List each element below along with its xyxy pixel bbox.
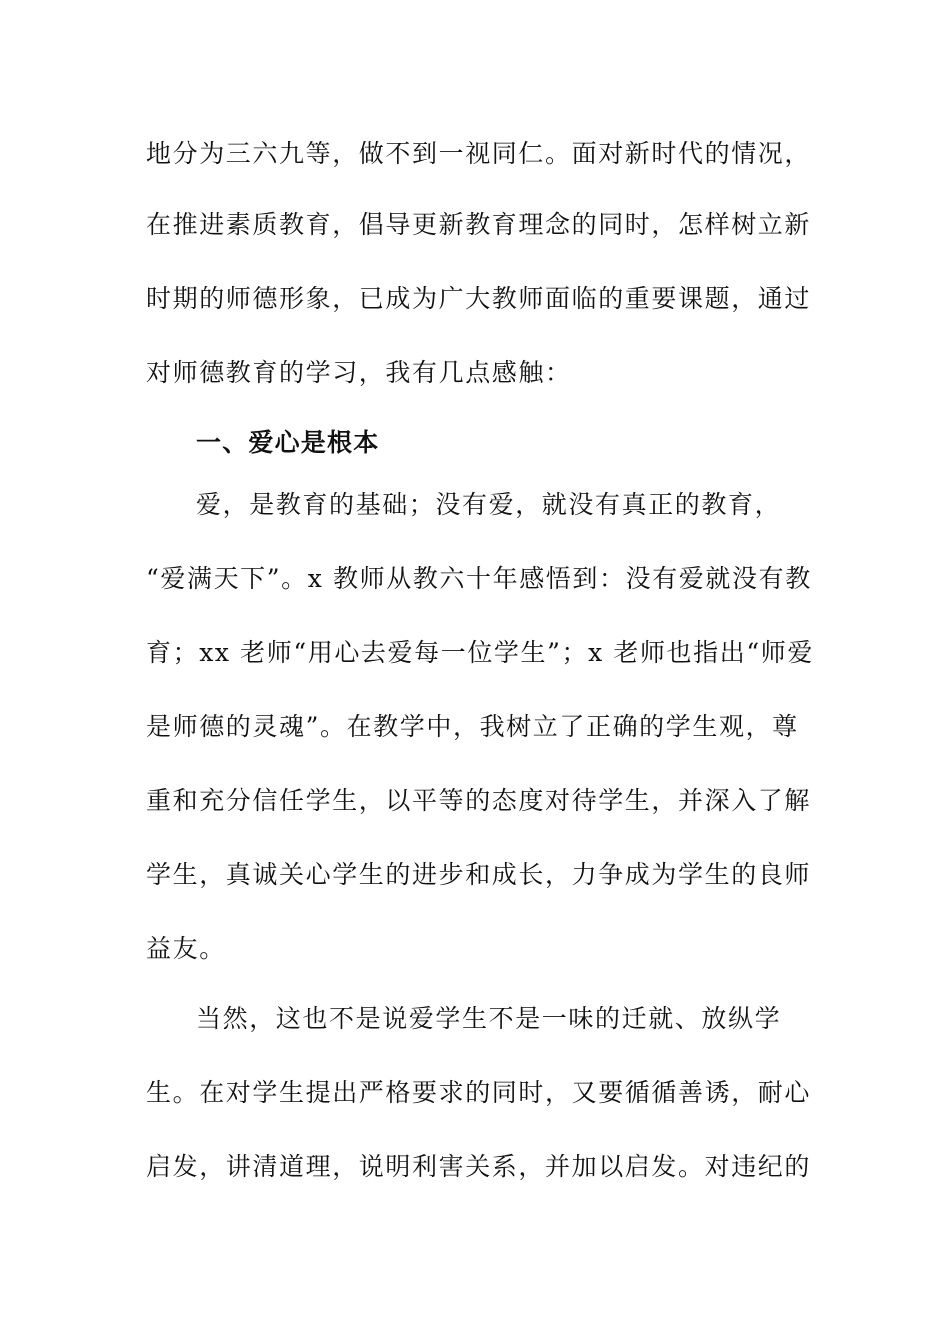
text-line: 学生，真诚关心学生的进步和成长，力争成为学生的良师 (146, 860, 812, 889)
text-line: 益友。 (146, 934, 226, 963)
text-line: 重和充分信任学生，以平等的态度对待学生，并深入了解 (146, 786, 812, 815)
text-line: 时期的师德形象，已成为广大教师面临的重要课题，通过 (146, 284, 812, 313)
text-line: 爱，是教育的基础；没有爱，就没有真正的教育， (196, 490, 782, 519)
text-line: 生。在对学生提出严格要求的同时，又要循循善诱，耐心 (146, 1078, 812, 1107)
text-line: 启发，讲清道理，说明利害关系，并加以启发。对违纪的 (146, 1152, 812, 1181)
text-line: 在推进素质教育，倡导更新教育理念的同时，怎样树立新 (146, 210, 812, 239)
text-line: “爱满天下”。x 教师从教六十年感悟到：没有爱就没有教 (146, 564, 812, 593)
text-line: 当然，这也不是说爱学生不是一味的迁就、放纵学 (196, 1004, 782, 1033)
text-line: 育；xx 老师“用心去爱每一位学生”；x 老师也指出“师爱 (146, 638, 814, 667)
text-line: 对师德教育的学习，我有几点感触： (146, 358, 572, 387)
text-line: 地分为三六九等，做不到一视同仁。面对新时代的情况， (146, 139, 812, 168)
text-line: 是师德的灵魂”。在教学中，我树立了正确的学生观，尊 (146, 712, 799, 741)
section-heading: 一、爱心是根本 (196, 428, 380, 457)
